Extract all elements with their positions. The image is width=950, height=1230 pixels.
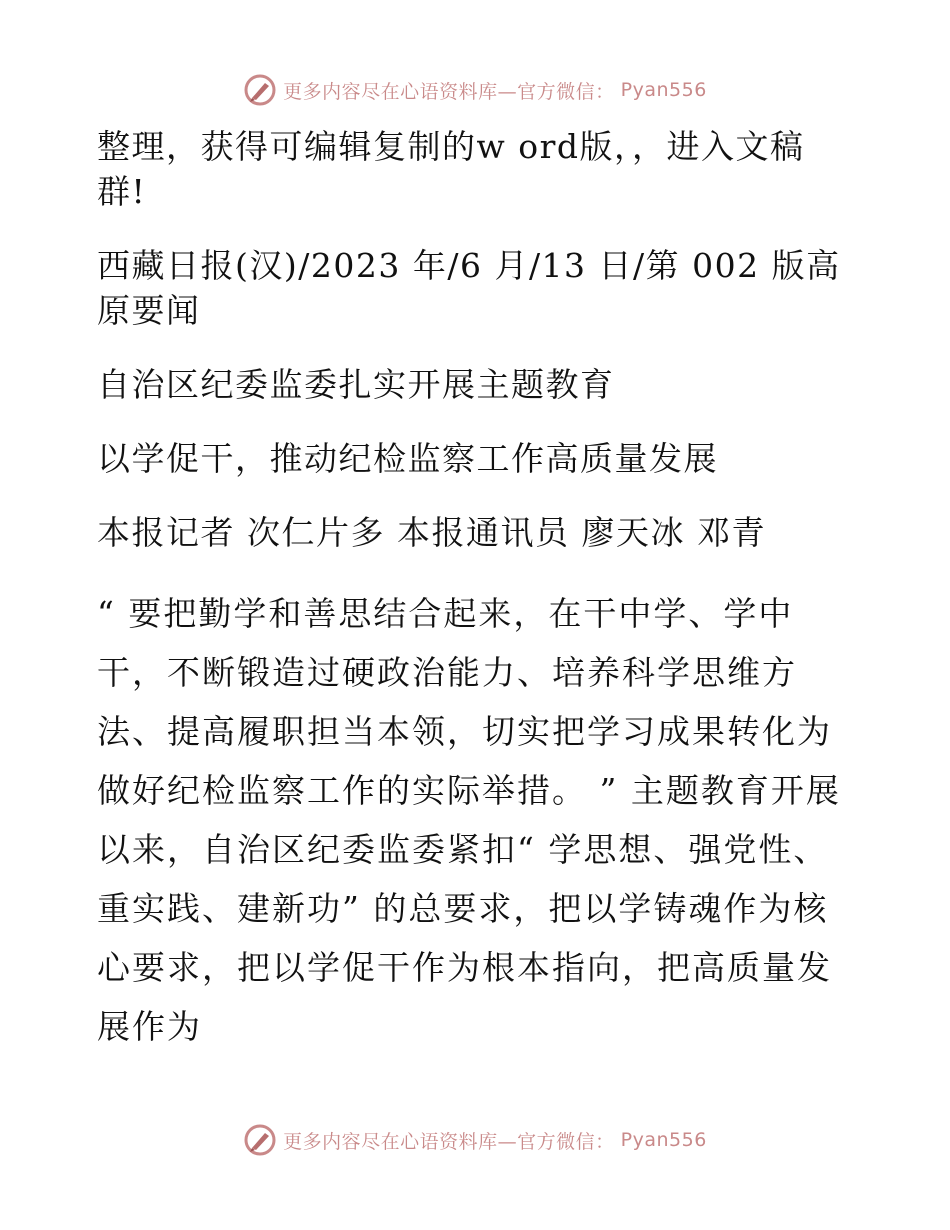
watermark-handle: Pyan556	[620, 79, 707, 101]
footer-watermark	[0, 1120, 950, 1160]
pen-logo-icon	[243, 1123, 277, 1157]
article-title: 自治区纪委监委扎实开展主题教育	[97, 365, 615, 404]
article-subtitle: 以学促干，推动纪检监察工作高质量发展	[97, 439, 718, 478]
header-watermark	[0, 70, 950, 110]
watermark-handle: Pyan556	[620, 1129, 707, 1151]
intro-paragraph: 整理，获得可编辑复制的w ord版，，进入文稿群!	[97, 127, 805, 211]
watermark-group	[243, 1123, 707, 1157]
watermark-group	[243, 73, 707, 107]
document-body	[97, 124, 849, 1056]
watermark-text: 更多内容尽在心语资料库—官方微信：	[283, 1130, 615, 1153]
byline: 本报记者 次仁片多 本报通讯员 廖天冰 邓青	[97, 513, 766, 552]
watermark-text: 更多内容尽在心语资料库—官方微信：	[283, 80, 615, 103]
pen-logo-icon	[243, 73, 277, 107]
source-line: 西藏日报(汉)/2023 年/6 月/13 日/第 002 版高原要闻	[97, 246, 841, 330]
article-body: “ 要把勤学和善思结合起来，在干中学、学中干，不断锻造过硬政治能力、培养科学思维方法、提高履职担当本领，切实把学习成果转化为做好纪检监察工作的实际举措。 ” 主题教育开展以来，自治区纪委监委紧扣“ 学思想、强党性、重实践、建新功” 的总要求，把以学铸魂作为核心要求，把以学促干作为根本指向，把高质量发展作为	[97, 594, 841, 1046]
